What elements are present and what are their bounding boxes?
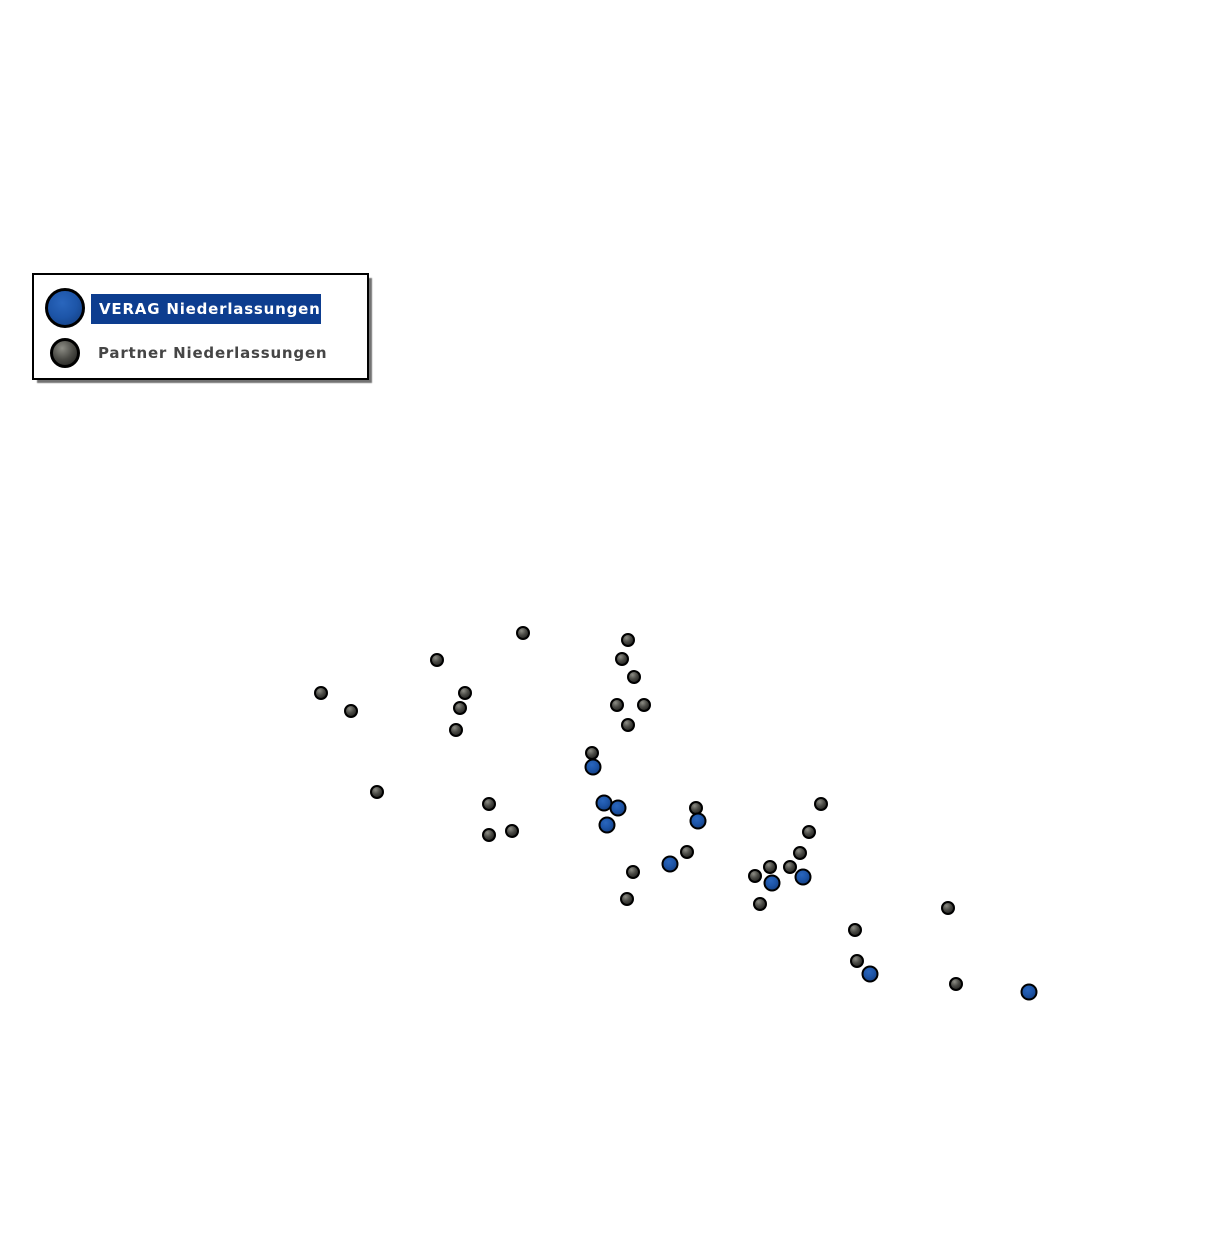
partner-marker[interactable] <box>627 670 641 684</box>
partner-marker[interactable] <box>621 718 635 732</box>
partner-marker[interactable] <box>344 704 358 718</box>
partner-marker[interactable] <box>763 860 777 874</box>
partner-marker[interactable] <box>748 869 762 883</box>
partner-marker[interactable] <box>802 825 816 839</box>
verag-legend-icon <box>45 288 85 328</box>
partner-legend-label: Partner Niederlassungen <box>98 344 328 362</box>
verag-marker[interactable] <box>610 800 627 817</box>
verag-marker[interactable] <box>662 856 679 873</box>
verag-marker[interactable] <box>585 759 602 776</box>
partner-marker[interactable] <box>516 626 530 640</box>
partner-marker[interactable] <box>626 865 640 879</box>
verag-marker[interactable] <box>599 817 616 834</box>
verag-marker[interactable] <box>690 813 707 830</box>
partner-marker[interactable] <box>793 846 807 860</box>
verag-marker[interactable] <box>764 875 781 892</box>
partner-marker[interactable] <box>850 954 864 968</box>
partner-marker[interactable] <box>941 901 955 915</box>
partner-marker[interactable] <box>615 652 629 666</box>
partner-marker[interactable] <box>453 701 467 715</box>
partner-marker[interactable] <box>621 633 635 647</box>
partner-marker[interactable] <box>430 653 444 667</box>
partner-marker[interactable] <box>314 686 328 700</box>
verag-marker[interactable] <box>1021 984 1038 1001</box>
partner-marker[interactable] <box>370 785 384 799</box>
partner-marker[interactable] <box>610 698 624 712</box>
partner-marker[interactable] <box>620 892 634 906</box>
partner-marker[interactable] <box>505 824 519 838</box>
legend <box>32 273 369 380</box>
verag-marker[interactable] <box>795 869 812 886</box>
partner-marker[interactable] <box>482 797 496 811</box>
verag-marker[interactable] <box>862 966 879 983</box>
partner-marker[interactable] <box>637 698 651 712</box>
partner-marker[interactable] <box>848 923 862 937</box>
partner-marker[interactable] <box>449 723 463 737</box>
partner-marker[interactable] <box>458 686 472 700</box>
partner-marker[interactable] <box>482 828 496 842</box>
partner-marker[interactable] <box>680 845 694 859</box>
partner-marker[interactable] <box>949 977 963 991</box>
verag-legend-label: VERAG Niederlassungen <box>91 294 321 324</box>
partner-marker[interactable] <box>753 897 767 911</box>
partner-marker[interactable] <box>814 797 828 811</box>
partner-legend-icon <box>50 338 80 368</box>
